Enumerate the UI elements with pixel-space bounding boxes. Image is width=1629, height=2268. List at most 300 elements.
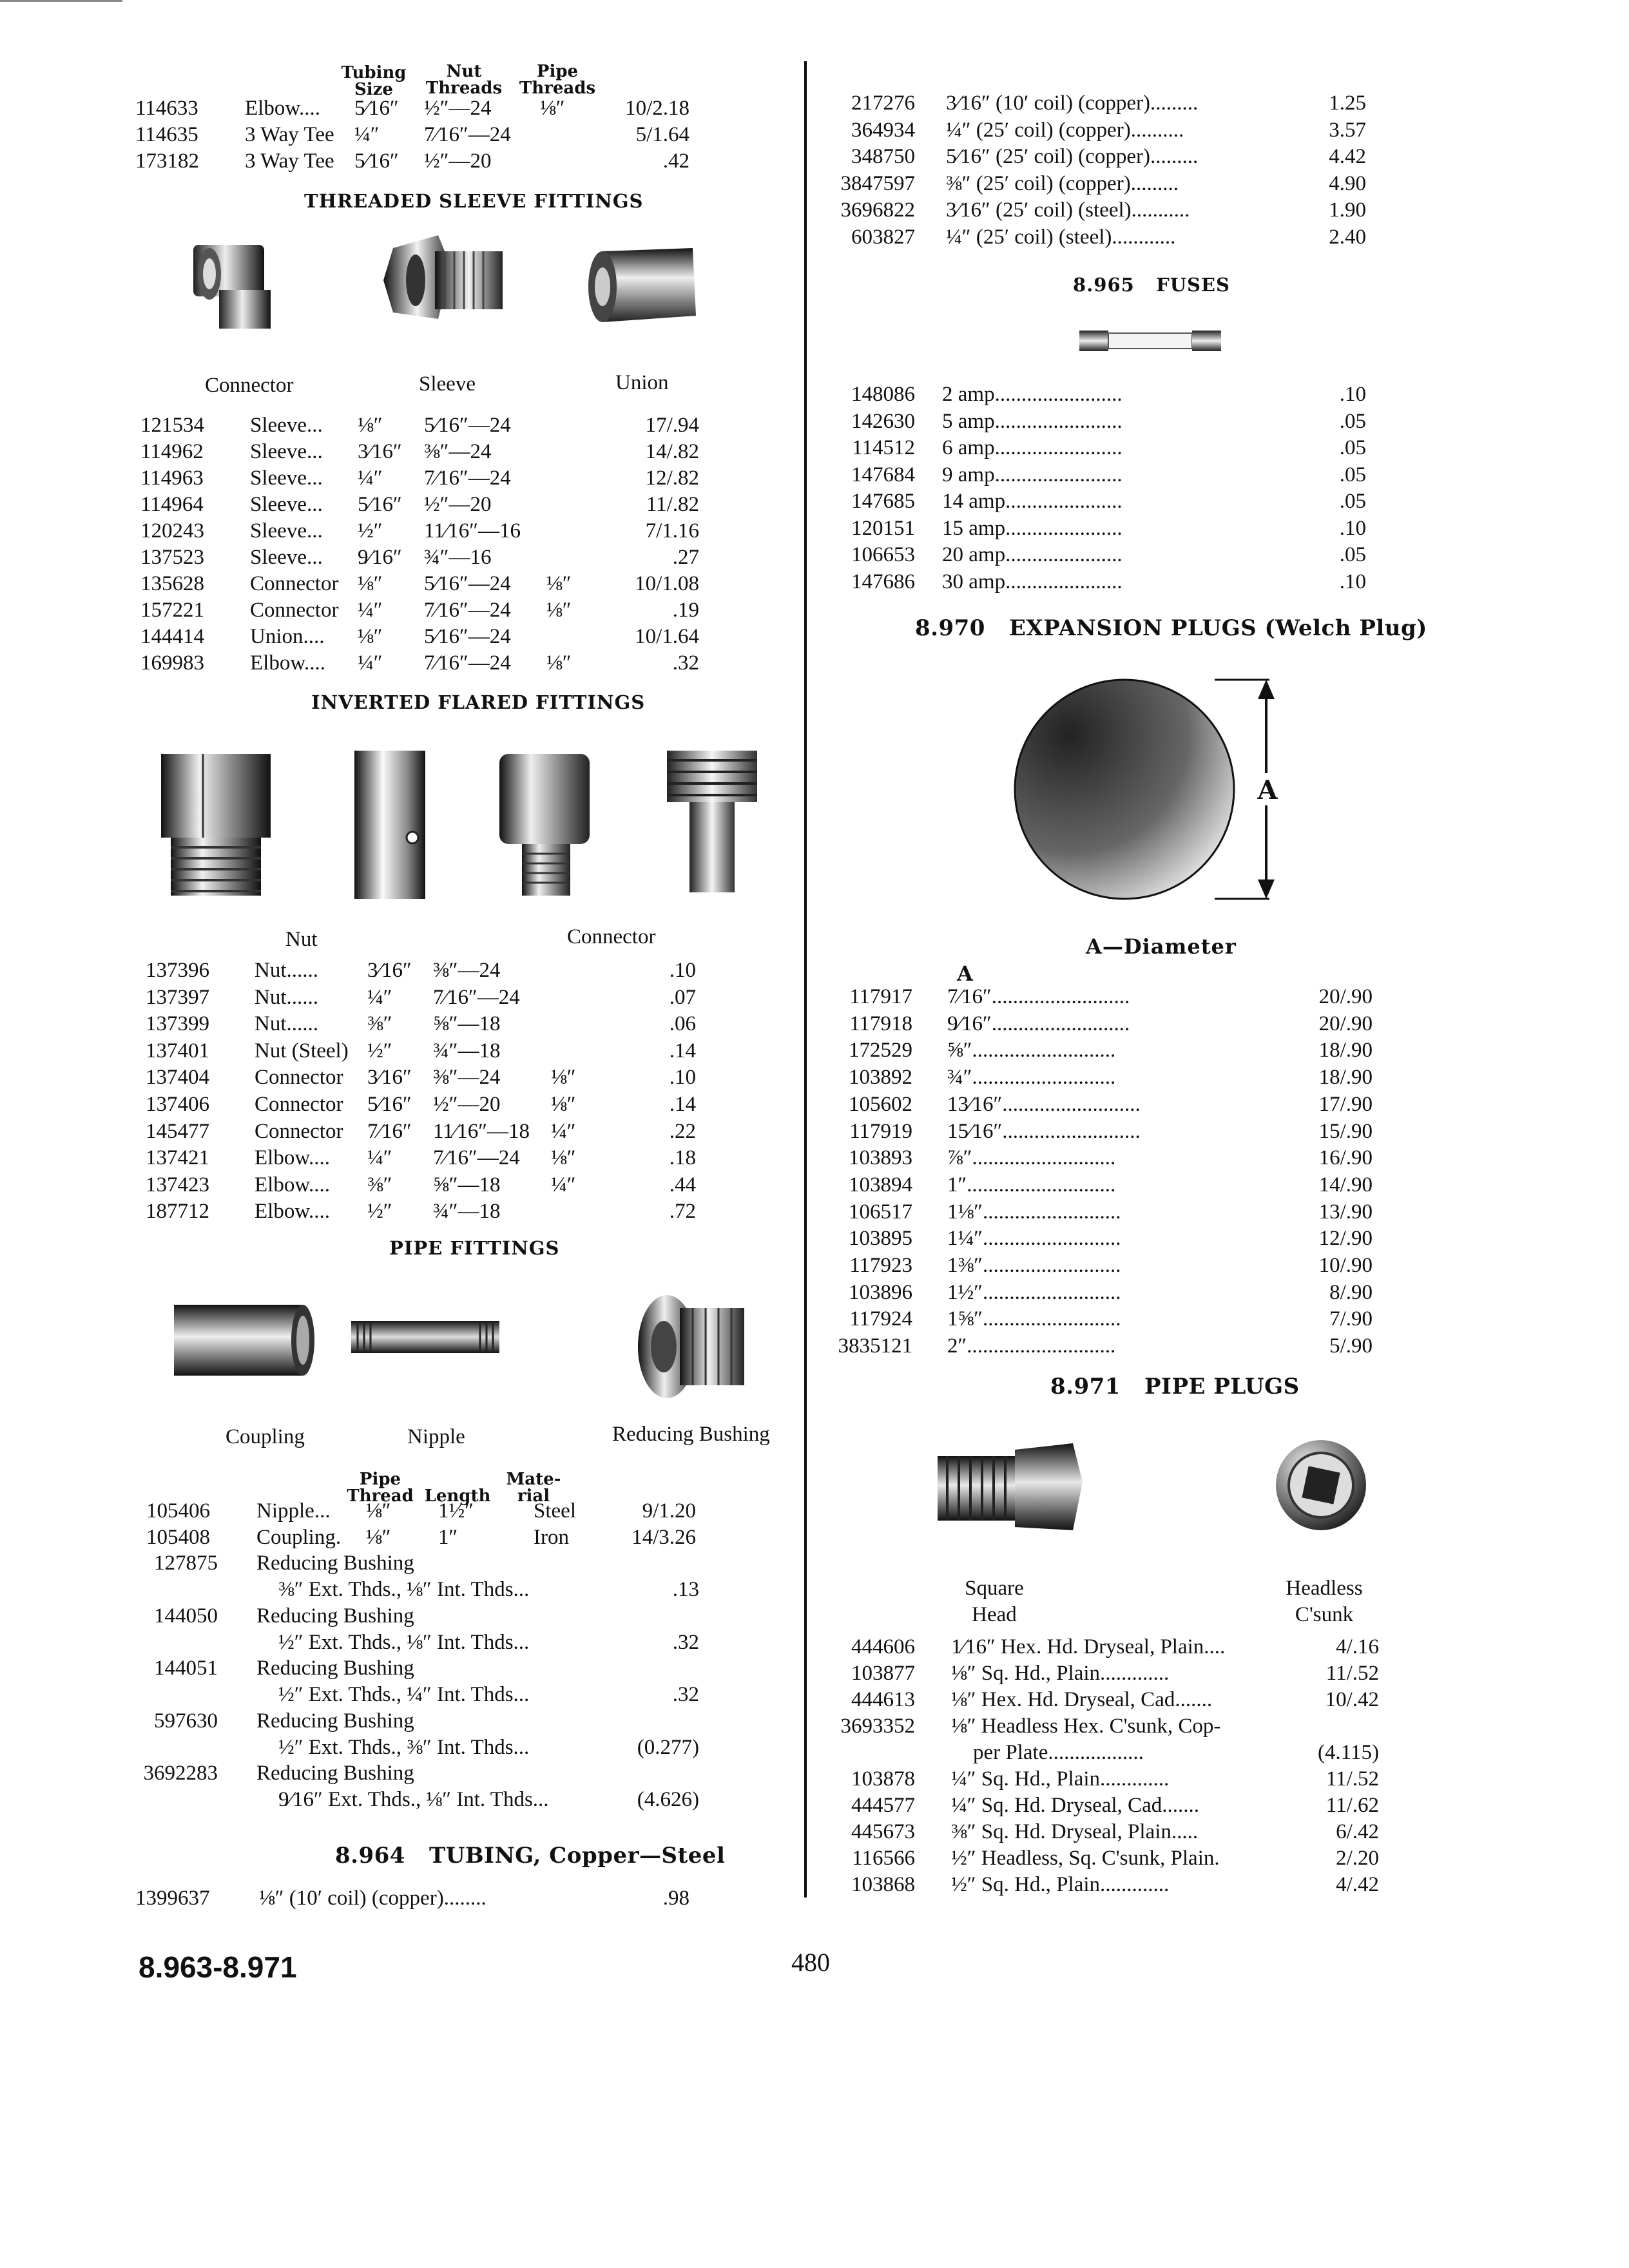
cell: 103878 [851, 1767, 915, 1791]
cell: Sleeve... [250, 466, 323, 490]
cell: Sleeve... [250, 546, 323, 569]
cell: 2/.20 [1336, 1847, 1379, 1870]
caption-nut: Nut [285, 928, 318, 951]
cell: .18 [669, 1146, 696, 1170]
cell: 3692283 [143, 1762, 218, 1785]
cell: ½″—20 [424, 493, 492, 516]
cell: .07 [669, 985, 696, 1009]
cell: 7⁄16″—24 [424, 651, 511, 675]
cell: 8/.90 [1329, 1280, 1373, 1304]
cell: ½″ [367, 1200, 392, 1224]
cell: 20 amp...................... [942, 543, 1123, 566]
cell: 4.90 [1329, 171, 1366, 195]
pipe-thread-header: Pipe Thread [347, 1470, 414, 1506]
cell: 147685 [851, 490, 915, 513]
cell: ¼″ [551, 1173, 576, 1196]
cell: 147686 [851, 570, 915, 593]
cell: ¾″........................... [947, 1066, 1116, 1090]
cell: 444577 [851, 1794, 915, 1817]
cell: ⅜″—24 [433, 1066, 501, 1090]
length-header: Length [424, 1486, 491, 1506]
cell: 147684 [851, 463, 915, 486]
cell: Connector [255, 1119, 343, 1143]
cell: 3⁄16″ (25′ coil) (steel)........... [946, 198, 1190, 222]
cell: ⅜″—24 [433, 959, 501, 982]
cell: ⅛″ [551, 1146, 576, 1170]
cell: .32 [672, 1630, 699, 1654]
cell: 137397 [146, 985, 209, 1009]
cell: 137523 [140, 546, 204, 569]
cell: ⅛″ [551, 1066, 576, 1090]
diameter-column-header: A [957, 961, 974, 986]
cell: Connector [255, 1093, 343, 1116]
cell: 11/.82 [646, 493, 699, 516]
cell: .10 [669, 959, 696, 982]
tubing-row: 1399637 ⅛″ (10′ coil) (copper)........ .98 [135, 1887, 689, 1910]
cell: 172529 [849, 1039, 912, 1062]
cell: ¼″ [367, 985, 392, 1009]
cell: 106517 [849, 1200, 912, 1224]
cell: Elbow.... [250, 651, 326, 675]
cell: ⅛″ Headless Hex. C'sunk, Cop- [951, 1715, 1221, 1738]
cell: 114512 [852, 436, 915, 459]
cell: Sleeve... [250, 493, 323, 516]
union-fitting-image [583, 245, 699, 329]
cell: Reducing Bushing [256, 1657, 414, 1680]
nipple-image [348, 1314, 503, 1360]
cell: Connector [255, 1066, 343, 1090]
cell: .32 [672, 1683, 699, 1706]
diameter-caption: A—Diameter [1086, 934, 1237, 959]
cell: ½″ Headless, Sq. C'sunk, Plain. [951, 1847, 1220, 1870]
cell: 114635 [135, 123, 198, 146]
cell: 3835121 [838, 1334, 912, 1358]
cell: Coupling. [256, 1526, 342, 1549]
cell: ¼″ Sq. Hd. Dryseal, Cad....... [951, 1794, 1199, 1817]
cell: 7⁄16″.......................... [947, 985, 1130, 1008]
cell: 117918 [849, 1012, 912, 1035]
tubing-size-header: Tubing Size [341, 63, 407, 99]
cell: 13/.90 [1318, 1200, 1373, 1224]
cell: 144414 [140, 625, 204, 648]
cell: 6/.42 [1336, 1820, 1379, 1843]
cell: 10/2.18 [625, 97, 689, 120]
cell: 117924 [849, 1307, 912, 1331]
cell: 3⁄16″ [358, 440, 402, 463]
cell: 20/.90 [1318, 1012, 1373, 1035]
cell: Nipple... [256, 1499, 331, 1523]
square-head-plug-image [934, 1440, 1089, 1537]
cell: 7/.90 [1329, 1307, 1373, 1331]
cell: Reducing Bushing [256, 1709, 414, 1733]
cell: 1⁄16″ Hex. Hd. Dryseal, Plain.... [951, 1635, 1226, 1658]
cell: 5/.90 [1329, 1334, 1373, 1358]
cell: 11/.52 [1325, 1662, 1379, 1685]
cell: .13 [672, 1578, 699, 1601]
caption-sleeve: Sleeve [419, 372, 476, 396]
cell: 137423 [146, 1173, 209, 1196]
cell: 148086 [851, 383, 915, 406]
cell: .44 [669, 1173, 696, 1196]
cell: 20/.90 [1318, 985, 1373, 1008]
cell: 187712 [146, 1200, 209, 1224]
cell: 117917 [849, 985, 912, 1008]
cell: .10 [669, 1066, 696, 1090]
cell: 9/1.20 [642, 1499, 696, 1523]
cell: ⅝″........................... [947, 1039, 1116, 1062]
flared-nut-image [155, 747, 277, 899]
cell: 114633 [135, 97, 198, 120]
cell: 14 amp...................... [942, 490, 1123, 513]
cell: 3 Way Tee [245, 149, 334, 173]
cell: Sleeve... [250, 440, 323, 463]
cell: ⅜″ (25′ coil) (copper)......... [946, 171, 1179, 195]
cell: ½″—20 [424, 149, 492, 173]
nut-threads-header: Nut Threads [425, 62, 503, 98]
cell: .05 [1339, 436, 1366, 459]
tubing-section-title: 8.964 TUBING, Copper—Steel [335, 1843, 726, 1869]
cell: Reducing Bushing [256, 1552, 414, 1575]
cell: ⅜″ [367, 1012, 392, 1036]
cell: 11/.62 [1325, 1794, 1379, 1817]
cell: ¼″ [358, 599, 383, 622]
cell: 17/.90 [1318, 1092, 1373, 1116]
cell: 364934 [851, 118, 915, 142]
cell: 348750 [851, 145, 915, 168]
cell: ½″—20 [433, 1093, 501, 1116]
fuse-image [1076, 325, 1224, 354]
cell: ½″ Ext. Thds., ¼″ Int. Thds... [278, 1683, 530, 1706]
cell: ¾″—18 [433, 1039, 501, 1062]
cell: 103893 [849, 1146, 912, 1170]
cell: 169983 [140, 651, 204, 675]
cell: 3693352 [840, 1715, 915, 1738]
cell: 14/.82 [645, 440, 699, 463]
cell: ⅜″ Ext. Thds., ⅛″ Int. Thds... [278, 1578, 530, 1601]
cell: ½″ Sq. Hd., Plain............. [951, 1873, 1170, 1896]
cell: 11⁄16″—18 [433, 1119, 530, 1143]
cell: .72 [669, 1200, 696, 1224]
cell: Nut (Steel) [255, 1039, 349, 1062]
caption-flared-connector: Connector [567, 925, 656, 948]
cell: 597630 [154, 1709, 218, 1733]
cell: ½″ Ext. Thds., ⅛″ Int. Thds... [278, 1630, 530, 1654]
cell: ¼″ (25′ coil) (copper).......... [946, 118, 1184, 142]
cell: 144050 [154, 1604, 218, 1628]
cell: ⅝″—18 [433, 1173, 501, 1196]
cell: ⅛″ [546, 651, 572, 675]
cell: ⅛″ Sq. Hd., Plain............. [951, 1662, 1170, 1685]
cell: 5⁄16″—24 [424, 414, 511, 437]
cell: 5 amp........................ [942, 409, 1123, 433]
cell: 10/1.64 [635, 625, 699, 648]
cell: ⅛″ [358, 625, 383, 648]
cell: 116566 [852, 1847, 915, 1870]
fuses-section-title: 8.965 FUSES [1073, 274, 1230, 296]
cell: 3847597 [840, 171, 915, 195]
cell: 6 amp........................ [942, 436, 1123, 459]
cell: .05 [1339, 543, 1366, 566]
pipe-threads-header: Pipe Threads [519, 62, 596, 98]
cell: 3⁄16″ (10′ coil) (copper)......... [946, 91, 1199, 115]
cell: 444606 [851, 1635, 915, 1658]
cell: .10 [1339, 516, 1366, 540]
cell: 106653 [851, 543, 915, 566]
cell: Connector [250, 572, 339, 595]
cell: 5⁄16″ [358, 493, 402, 516]
cell: 5/1.64 [635, 123, 689, 146]
top-edge-rule [0, 0, 122, 2]
cell: 15/.90 [1318, 1119, 1373, 1143]
cell: 4.42 [1329, 145, 1366, 168]
cell: ⅞″........................... [947, 1146, 1116, 1170]
threaded-sleeve-title: THREADED SLEEVE FITTINGS [304, 190, 644, 212]
caption-connector: Connector [205, 374, 294, 397]
cell: 120151 [851, 516, 915, 540]
cell: 103894 [849, 1173, 912, 1196]
cell: .14 [669, 1093, 696, 1116]
cell: Elbow.... [245, 97, 321, 120]
cell: 7/1.16 [645, 519, 699, 543]
cell: ¼″ [354, 123, 380, 146]
cell: 5⁄16″ [354, 97, 399, 120]
cell: 7⁄16″ [367, 1119, 412, 1143]
cell: ⅝″—18 [433, 1012, 501, 1036]
cell: 18/.90 [1318, 1039, 1373, 1062]
cell: 144051 [154, 1657, 218, 1680]
cell: 5⁄16″—24 [424, 625, 511, 648]
cell: .27 [672, 546, 699, 569]
caption-nipple: Nipple [407, 1425, 465, 1448]
cell: 114962 [140, 440, 204, 463]
pipe-plugs-title: 8.971 PIPE PLUGS [1050, 1374, 1300, 1399]
cell: 137401 [146, 1039, 209, 1062]
cell: Sleeve... [250, 519, 323, 543]
cell: ⅛″ [366, 1526, 391, 1549]
cell: 3.57 [1329, 118, 1366, 142]
connector-fitting-image [184, 238, 280, 335]
cell: 9⁄16″ Ext. Thds., ⅛″ Int. Thds... [278, 1788, 549, 1811]
cell: 1″ [438, 1526, 458, 1549]
cell: 103892 [849, 1066, 912, 1090]
cell: 1.25 [1329, 91, 1366, 115]
expansion-plugs-title: 8.970 EXPANSION PLUGS (Welch Plug) [915, 615, 1427, 641]
diameter-label-a: A [1257, 775, 1278, 805]
cell: 1½″ [438, 1499, 474, 1523]
cell: 2″............................ [947, 1334, 1116, 1358]
reducing-bushing-image [628, 1289, 757, 1405]
cell: 444613 [851, 1688, 915, 1711]
cell: .06 [669, 1012, 696, 1036]
cell: 1¼″.......................... [947, 1227, 1121, 1251]
cell: 142630 [851, 409, 915, 433]
cell: (4.626) [637, 1788, 699, 1811]
cell: Connector [250, 599, 339, 622]
cell: 5⁄16″ [367, 1093, 412, 1116]
cell: 15⁄16″.......................... [947, 1119, 1141, 1143]
cell: 7⁄16″—24 [424, 123, 511, 146]
cell: Reducing Bushing [256, 1604, 414, 1628]
cell: .42 [662, 149, 689, 173]
cell: 114963 [140, 466, 204, 490]
cell: 9⁄16″.......................... [947, 1012, 1130, 1035]
cell: ⅛″ [358, 572, 383, 595]
cell: ⅜″ [367, 1173, 392, 1196]
coupling-image [168, 1298, 316, 1382]
caption-square-head: Square Head [965, 1577, 1024, 1626]
cell: .10 [1339, 383, 1366, 406]
cell: 5⁄16″ [354, 149, 399, 173]
cell: 114964 [140, 493, 204, 516]
cell: 1⅛″.......................... [947, 1200, 1121, 1224]
cell: Elbow.... [255, 1173, 331, 1196]
cell: 120243 [140, 519, 204, 543]
cell: 7⁄16″—24 [433, 985, 520, 1009]
caption-reducing-bushing: Reducing Bushing [612, 1423, 770, 1446]
cell: 117923 [849, 1254, 912, 1277]
cell: ⅛″ [358, 414, 383, 437]
cell: Nut...... [255, 959, 318, 982]
cell: 7⁄16″—24 [433, 1146, 520, 1170]
cell: ¾″—16 [424, 546, 492, 569]
cell: ½″ Ext. Thds., ⅜″ Int. Thds... [278, 1735, 530, 1759]
cell: 7⁄16″—24 [424, 599, 511, 622]
cell: Iron [534, 1526, 569, 1549]
pipe-fittings-title: PIPE FITTINGS [389, 1237, 560, 1259]
cell: 10/.90 [1318, 1254, 1373, 1277]
cell: .14 [669, 1039, 696, 1062]
cell: ¼″ (25′ coil) (steel)............ [946, 225, 1176, 249]
cell: per Plate.................. [973, 1741, 1144, 1764]
cell: 103877 [851, 1662, 915, 1685]
cell: 137421 [146, 1146, 209, 1170]
cell: 121534 [140, 414, 204, 437]
cell: 1⅜″.......................... [947, 1254, 1121, 1277]
cell: 103895 [849, 1227, 912, 1251]
cell: .05 [1339, 463, 1366, 486]
cell: 14/.90 [1318, 1173, 1373, 1196]
cell: 217276 [851, 91, 915, 115]
cell: 137406 [146, 1093, 209, 1116]
column-divider [804, 61, 807, 1898]
cell: Reducing Bushing [256, 1762, 414, 1785]
cell: 12/.82 [645, 466, 699, 490]
cell: 135628 [140, 572, 204, 595]
cell: 12/.90 [1318, 1227, 1373, 1251]
cell: Nut...... [255, 1012, 318, 1036]
headless-csunk-plug-image [1273, 1434, 1369, 1537]
cell: 127875 [154, 1552, 218, 1575]
cell: 1″............................ [947, 1173, 1116, 1196]
cell: ½″ [367, 1039, 392, 1062]
cell: ½″ [358, 519, 383, 543]
cell: 603827 [851, 225, 915, 249]
cell: .05 [1339, 490, 1366, 513]
cell: 4/.16 [1336, 1635, 1379, 1658]
cell: 3696822 [840, 198, 915, 222]
cell: .22 [669, 1119, 696, 1143]
cell: 1⅝″.......................... [947, 1307, 1121, 1331]
cell: .19 [672, 599, 699, 622]
caption-coupling: Coupling [226, 1425, 305, 1448]
inverted-flared-title: INVERTED FLARED FITTINGS [311, 691, 646, 713]
cell: 1½″.......................... [947, 1280, 1121, 1304]
cell: 11/.52 [1325, 1767, 1379, 1791]
cell: Nut...... [255, 985, 318, 1009]
cell: 103868 [851, 1873, 915, 1896]
cell: ¼″ [358, 466, 383, 490]
cell: .05 [1339, 409, 1366, 433]
cell: 105602 [849, 1092, 912, 1116]
cell: 9⁄16″ [358, 546, 402, 569]
cell: ⅛″ [546, 572, 572, 595]
cell: 18/.90 [1318, 1066, 1373, 1090]
flared-tube-image [342, 747, 438, 902]
cell: 137396 [146, 959, 209, 982]
caption-union: Union [615, 371, 669, 394]
cell: 137404 [146, 1066, 209, 1090]
cell: ⅛″ [546, 599, 572, 622]
cell: 5⁄16″ (25′ coil) (copper)......... [946, 145, 1199, 168]
cell: ½″—24 [424, 97, 492, 120]
cell: 1.90 [1329, 198, 1366, 222]
cell: 4/.42 [1336, 1873, 1379, 1896]
cell: 16/.90 [1318, 1146, 1373, 1170]
cell: ⅛″ [366, 1499, 391, 1523]
cell: .32 [672, 651, 699, 675]
sleeve-fitting-image [380, 229, 509, 338]
flared-connector-image [496, 751, 593, 899]
cell: Union.... [250, 625, 325, 648]
cell: 13⁄16″.......................... [947, 1092, 1141, 1116]
caption-headless-csunk: Headless C'sunk [1286, 1577, 1363, 1626]
cell: ⅛″ [551, 1093, 576, 1116]
cell: ¼″ [551, 1119, 576, 1143]
cell: Sleeve... [250, 414, 323, 437]
cell: ⅛″ Hex. Hd. Dryseal, Cad....... [951, 1688, 1213, 1711]
cell: 17/.94 [645, 414, 699, 437]
section-range-footer: 8.963-8.971 [139, 1950, 297, 1984]
cell: Steel [534, 1499, 576, 1523]
cell: 5⁄16″—24 [424, 572, 511, 595]
cell: (4.115) [1317, 1741, 1379, 1764]
cell: 105408 [146, 1526, 210, 1549]
cell: 7⁄16″—24 [424, 466, 511, 490]
page-number: 480 [791, 1948, 830, 1977]
cell: ¼″ Sq. Hd., Plain............. [951, 1767, 1170, 1791]
cell: 117919 [849, 1119, 912, 1143]
cell: 3⁄16″ [367, 959, 412, 982]
cell: 15 amp...................... [942, 516, 1123, 540]
cell: 145477 [146, 1119, 209, 1143]
welch-plug-diagram [1005, 670, 1295, 908]
cell: 3⁄16″ [367, 1066, 412, 1090]
cell: 157221 [140, 599, 204, 622]
cell: ¾″—18 [433, 1200, 501, 1224]
cell: 14/3.26 [631, 1526, 696, 1549]
cell: ¼″ [358, 651, 383, 675]
cell: Elbow.... [255, 1200, 331, 1224]
cell: 2 amp........................ [942, 383, 1123, 406]
cell: ⅜″—24 [424, 440, 492, 463]
cell: 137399 [146, 1012, 209, 1036]
cell: (0.277) [637, 1735, 699, 1759]
cell: 173182 [135, 149, 199, 173]
cell: 105406 [146, 1499, 210, 1523]
cell: 11⁄16″—16 [424, 519, 521, 543]
cell: ⅛″ [540, 97, 565, 120]
material-header: Mate- rial [506, 1470, 561, 1506]
